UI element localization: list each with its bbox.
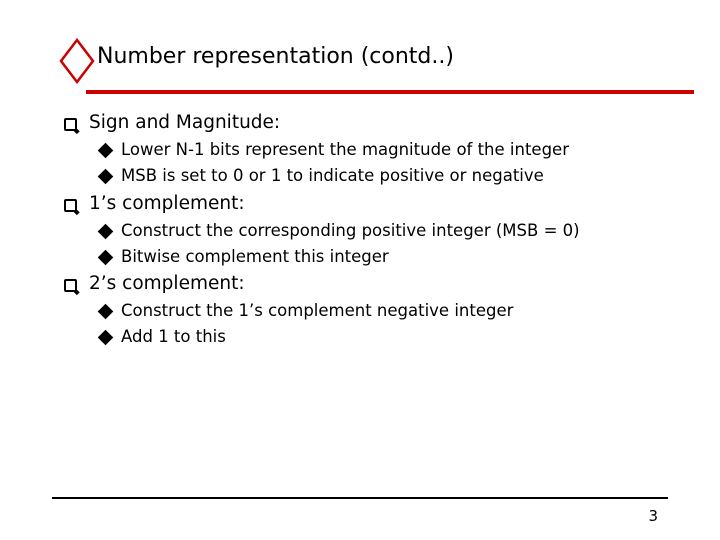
- diamond-bullet-icon: [98, 304, 114, 320]
- page-number: 3: [648, 507, 658, 525]
- bullet-point: Construct the corresponding positive integer (MSB = 0): [121, 221, 580, 240]
- section-heading: 1’s complement:: [89, 193, 245, 214]
- bullet-point: Lower N-1 bits represent the magnitude of the integer: [121, 140, 569, 159]
- section-heading: Sign and Magnitude:: [89, 112, 281, 133]
- footer-divider: [52, 497, 668, 499]
- red-diamond-icon: [59, 38, 95, 84]
- diamond-bullet-icon: [98, 250, 114, 266]
- q-bullet-icon: [64, 118, 77, 131]
- section-heading: 2’s complement:: [89, 273, 245, 294]
- q-bullet-icon: [64, 279, 77, 292]
- bullet-point: Add 1 to this: [121, 327, 226, 346]
- diamond-bullet-icon: [98, 169, 114, 185]
- slide-title: Number representation (contd..): [97, 44, 454, 69]
- title-underline: [86, 90, 694, 94]
- diamond-bullet-icon: [98, 224, 114, 240]
- bullet-point: Bitwise complement this integer: [121, 247, 389, 266]
- diamond-bullet-icon: [98, 330, 114, 346]
- q-bullet-icon: [64, 199, 77, 212]
- bullet-point: Construct the 1’s complement negative integer: [121, 301, 514, 320]
- bullet-point: MSB is set to 0 or 1 to indicate positive or negative: [121, 166, 544, 185]
- diamond-bullet-icon: [98, 143, 114, 159]
